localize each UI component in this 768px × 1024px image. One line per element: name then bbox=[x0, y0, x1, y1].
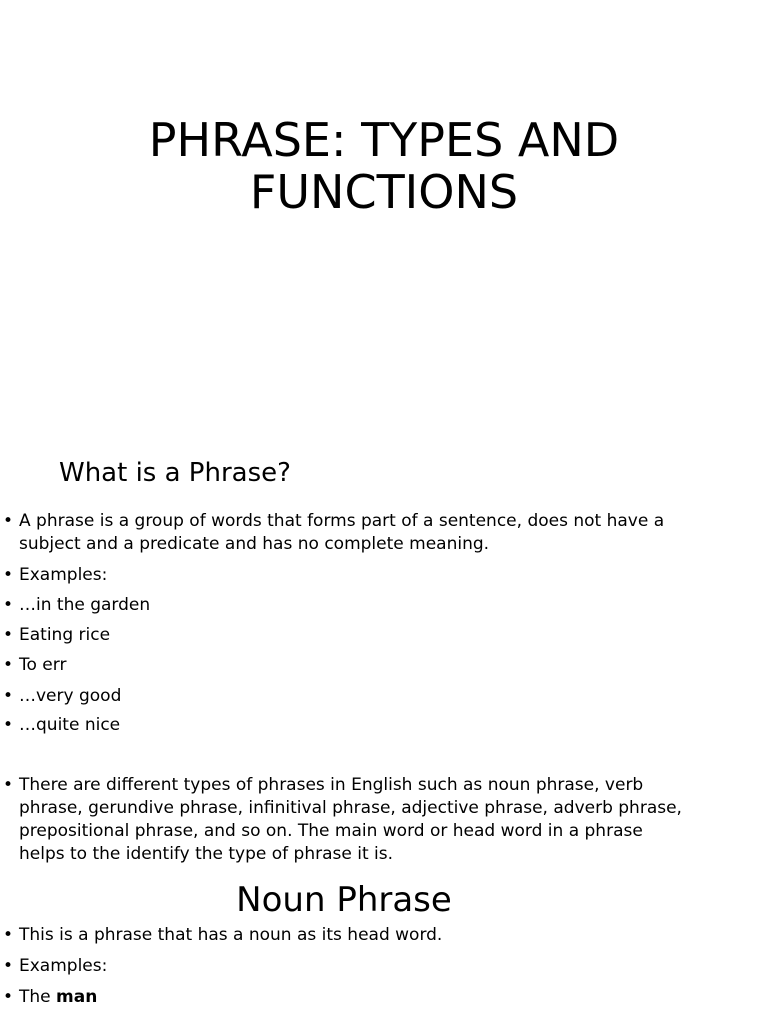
list-item: • …very good bbox=[0, 685, 690, 708]
list-item-phrase-types: • There are different types of phrases in English such as noun phrase, verb phrase, gerundive phrase, infinitival phrase, adjective phrase, adverb phrase, prepositional phrase, and so on. The main word or head word in a phrase helps to the identify the type of phrase it is. bbox=[0, 774, 690, 866]
list-item: • Examples: bbox=[0, 955, 690, 978]
slide-title-line2: FUNCTIONS bbox=[249, 165, 519, 219]
list-item: • Eating rice bbox=[0, 624, 690, 647]
slide-title-line1: PHRASE: TYPES AND bbox=[148, 113, 620, 167]
section-heading-what-is-phrase: What is a Phrase? bbox=[59, 458, 291, 488]
list-item: • This is a phrase that has a noun as its head word. bbox=[0, 924, 690, 947]
list-item: • …quite nice bbox=[0, 714, 690, 737]
example-head-word: man bbox=[56, 987, 98, 1007]
example-prefix: The bbox=[19, 987, 51, 1007]
section-heading-noun-phrase: Noun Phrase bbox=[236, 880, 452, 920]
list-item: • A phrase is a group of words that forms part of a sentence, does not have a subject and a predicate and has no complete meaning. bbox=[0, 510, 690, 556]
list-item-example bbox=[0, 986, 690, 1009]
slide-title bbox=[0, 114, 768, 218]
list-item: • To err bbox=[0, 654, 690, 677]
list-item: • Examples: bbox=[0, 564, 690, 587]
list-item: • …in the garden bbox=[0, 594, 690, 617]
